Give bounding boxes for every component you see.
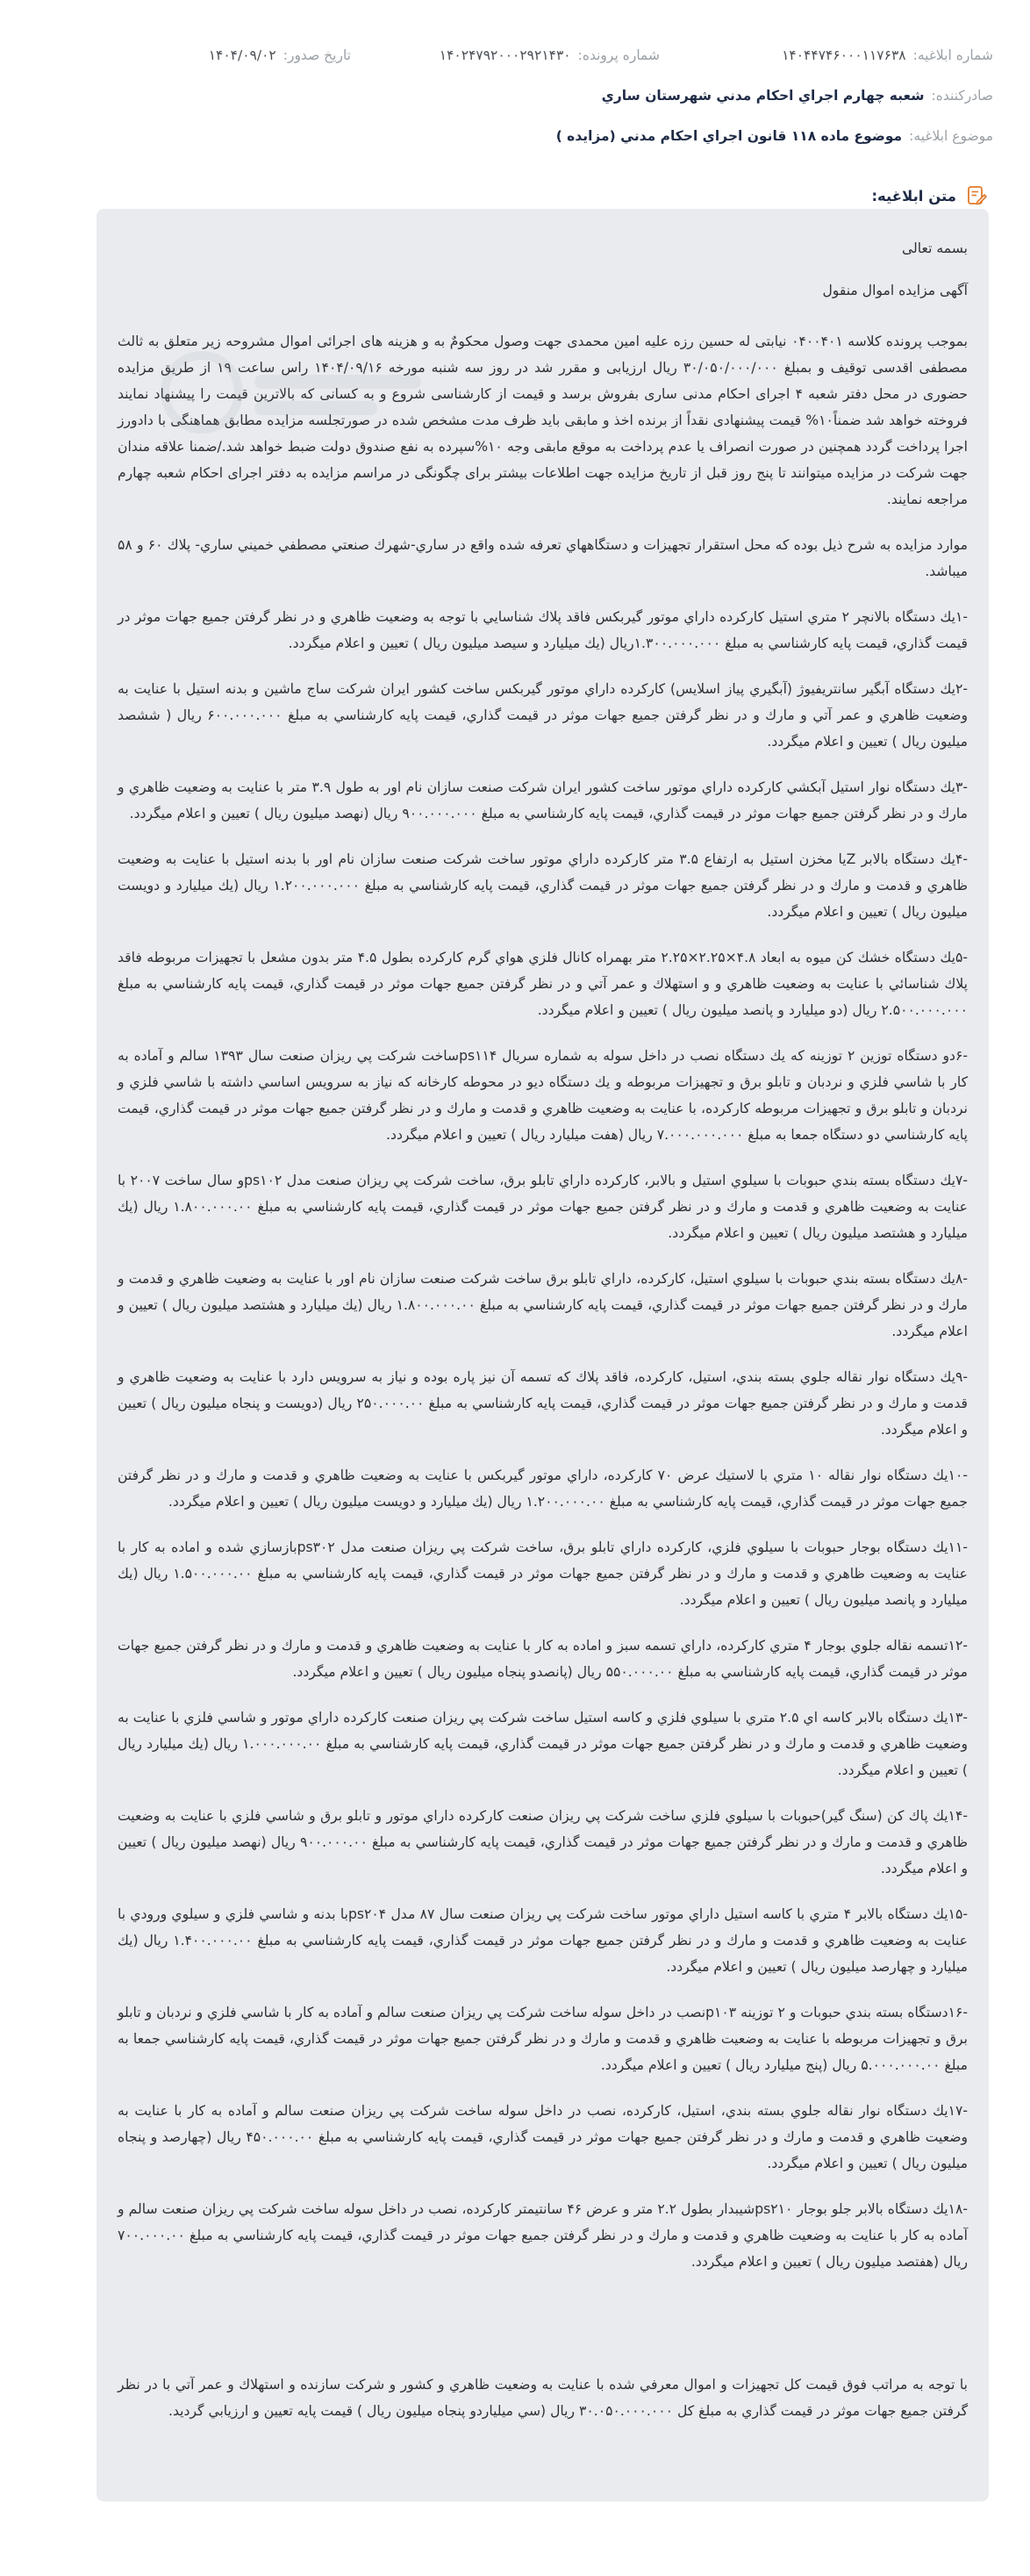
auction-item: -۱۳يك دستگاه بالابر كاسه اي ۲.۵ متري با سيلوي فلزي و كاسه استيل ساخت شركت پي ريزان صنعت كاركرده داراي موتور و شاسي فلزي با عنايت به وضعيت ظاهري و قدمت و مارك و در نظر گرفتن جميع جهات موثر در قيمت گذاري، قيمت پايه كارشناسي به مبلغ ۱.۰۰۰.۰۰۰.۰۰ ريال (يك ميليارد ريال ) تعيين و اعلام ميگردد. [118, 1710, 968, 1778]
notice-heading-text: متن ابلاغیه: [871, 187, 956, 205]
auction-item: -۱۵يك دستگاه بالابر ۴ متري با كاسه استيل داراي موتور ساخت شركت پي ريزان صنعت سال ۸۷ مدل ps۲۰۴با بدنه و شاسي فلزي و سيلوي ورودي با عنايت به وضعيت ظاهري و قدمت و مارك و در نظر گرفتن جميع جهات موثر در قيمت گذاري، قيمت پايه كارشناسي به مبلغ ۱.۴۰۰.۰۰۰.۰۰ ريال (يك ميليارد و چهارصد ميليون ريال ) تعيين و اعلام ميگردد. [118, 1906, 969, 1975]
notice-header [0, 0, 1030, 207]
auction-item: -۸يك دستگاه بسته بندي حبوبات با سيلوي استيل، كاركرده، داراي تابلو برق ساخت شركت صنعت سازان نام اور با عنايت به وضعيت ظاهري و قدمت و مارك و در نظر گرفتن جميع جهات موثر در قيمت گذاري، قيمت پايه كارشناسي به مبلغ ۱.۸۰۰.۰۰۰.۰۰ ريال (يك ميليارد و هشتصد ميليون ريال ) تعيين و اعلام ميگردد. [118, 1271, 968, 1339]
subject-row [37, 119, 993, 153]
document-edit-icon [965, 184, 988, 207]
notice-paragraphs [118, 328, 968, 2275]
auction-item: -۹يك دستگاه نوار نقاله جلوي بسته بندي، استيل، كاركرده، فاقد پلاك كه تسمه آن نيز پاره بوده و نياز به سرويس دارد با عنايت به وضعيت ظاهري و قدمت و مارك و در نظر گرفتن جميع جهات موثر در قيمت گذاري، قيمت پايه كارشناسي به مبلغ ۲۵۰.۰۰۰.۰۰ ريال (دويست و پنجاه ميليون ريال ) تعيين و اعلام ميگردد. [118, 1369, 969, 1438]
issuer-label: صادرکننده: [931, 88, 993, 104]
notice-paragraph: موارد مزايده به شرح ذيل بوده كه محل استقرار تجهيزات و دستگاههاي تعرفه شده واقع در ساري-شهرك صنعتي مصطفي خميني ساري- پلاك ۶۰ و ۵۸ ميباشد. [118, 537, 968, 579]
auction-item: -۱۴يك پاك كن (سنگ گير)حبوبات با سيلوي فلزي ساخت شركت پي ريزان صنعت كاركرده داراي موتور و تابلو برق و شاسي فلزي با عنايت به وضعيت ظاهري و قدمت و مارك و در نظر گرفتن جميع جهات موثر در قيمت گذاري، قيمت پايه كارشناسي به مبلغ ۹۰۰.۰۰۰.۰۰ ريال (نهصد ميليون ريال ) تعيين و اعلام ميگردد. [118, 1808, 968, 1876]
auction-item: -۱۲تسمه نقاله جلوي بوجار ۴ متري كاركرده، داراي تسمه سبز و اماده به كار با عنايت به وضعيت ظاهري و قدمت و مارك و در نظر گرفتن جميع جهات موثر در قيمت گذاري، قيمت پايه كارشناسي به مبلغ ۵۵۰.۰۰۰.۰۰ ريال (پانصدو پنجاه ميليون ريال ) تعيين و اعلام ميگردد. [118, 1638, 968, 1680]
subject [556, 128, 993, 144]
auction-item: -۶دو دستگاه توزين ۲ توزينه كه يك دستگاه نصب در داخل سوله به شماره سريال ps۱۱۴ساخت شركت پي ريزان صنعت سال ۱۳۹۳ سالم و آماده به كار با شاسي فلزي و نردبان و تابلو برق و تجهيزات مربوطه و يك دستگاه ديو در محوطه كارخانه كه نياز به سرويس اساسي داشته با شاسي فلزي و نردبان و تابلو برق و تجهيزات مربوطه كاركرده، با عنايت به وضعيت ظاهري و قدمت و مارك و در نظر گرفتن جميع جهات موثر در قيمت گذاري، قيمت پايه كارشناسي دو دستگاه جمعا به مبلغ ۷.۰۰۰.۰۰۰.۰۰۰ ريال (هفت ميليارد ريال ) تعيين و اعلام ميگردد. [118, 1048, 969, 1143]
issuer-row [37, 79, 993, 112]
notice-number-value: ۱۴۰۴۴۷۴۶۰۰۰۱۱۷۶۳۸ [782, 47, 906, 63]
notice-number-label: شماره ابلاغیه: [912, 47, 993, 63]
auction-item: -۵يك دستگاه خشك كن ميوه به ابعاد ۴.۸×۲.۲۵×۲.۲۵ متر بهمراه كانال فلزي هواي گرم كاركرده بطول ۴.۵ متر بدون مشعل با تجهيزات مربوطه فاقد پلاك شناسائي با عنايت به وضعيت ظاهري و و استهلاك و عمر آتي و در نظر گرفتن جميع جهات موثر در قيمت گذاري، قيمت پايه كارشناسي به مبلغ ۲.۵۰۰.۰۰۰.۰۰۰ ريال (دو ميليارد و پانصد ميليون ريال ) تعيين و اعلام ميگردد. [118, 950, 968, 1018]
closing-paragraph: با توجه به مراتب فوق قيمت كل تجهيزات و اموال معرفي شده با عنايت به وضعيت ظاهري و كشور و شركت سازنده و استهلاك و عمر آتي با در نظر گرفتن جميع جهات موثر در قيمت گذاري به مبلغ كل ۳۰.۰۵۰.۰۰۰.۰۰۰ ريال (سي ميلياردو پنجاه ميليون ريال ) قيمت پايه تعيين و ارزيابي گرديد. [118, 2377, 968, 2419]
notice-number [660, 47, 993, 63]
issue-date-value: ۱۴۰۴/۰۹/۰۲ [208, 47, 276, 63]
auction-item: -۱۰يك دستگاه نوار نقاله ۱۰ متري با لاستيك عرض ۷۰ كاركرده، داراي موتور گيربكس با عنايت به وضعيت ظاهري و قدمت و مارك و در نظر گرفتن جميع جهات موثر در قيمت گذاري، قيمت پايه كارشناسي به مبلغ ۱.۲۰۰.۰۰۰.۰۰ ريال (يك ميليارد و دويست ميليون ريال ) تعيين و اعلام ميگردد. [118, 1467, 968, 1510]
notice-body [97, 209, 989, 2501]
auction-item: -۱۶دستگاه بسته بندي حبوبات و ۲ توزينه p۱۰۳نصب در داخل سوله ساخت شركت پي ريزان صنعت سالم و آماده به كار با شاسي فلزي و نردبان و تابلو برق و تجهيزات مربوطه با عنايت به وضعيت ظاهري و قدمت و مارك و در نظر گرفتن جميع جهات موثر در قيمت گذاري، قيمت پايه كارشناسي جمعا به مبلغ ۵.۰۰۰.۰۰۰.۰۰ ريال (پنج ميليارد ريال ) تعيين و اعلام ميگردد. [118, 2005, 968, 2073]
issue-date-label: تاریخ صدور: [283, 47, 351, 63]
issuer-value: شعبه چهارم اجراي احكام مدني شهرستان ساري [601, 88, 925, 104]
notice-heading [37, 184, 993, 207]
auction-item: -۴يك دستگاه بالابر Zيا مخزن استيل به ارتفاع ۳.۵ متر كاركرده داراي موتور ساخت شركت صنعت سازان نام اور با بدنه استيل با عنايت به وضعيت ظاهري و قدمت و مارك و در نظر گرفتن جميع جهات موثر در قيمت گذاري، قيمت پايه كارشناسي به مبلغ ۱.۲۰۰.۰۰۰.۰۰۰ ريال (يك ميليارد و دويست ميليون ريال ) تعيين و اعلام ميگردد. [118, 851, 968, 920]
auction-item: -۲يك دستگاه آبگير سانتريفيوژ (آبگيري پياز اسلايس) كاركرده داراي موتور گيربكس ساخت كشور ايران شركت ساج ماشين و بدنه استيل با عنايت به وضعيت ظاهري و عمر آتي و مارك و در نظر گرفتن جميع جهات موثر در قيمت گذاري، قيمت پايه كارشناسي به مبلغ ۶۰۰.۰۰۰.۰۰۰ ريال ( ششصد ميليون ريال ) تعيين و اعلام ميگردد. [118, 681, 969, 750]
case-number [351, 47, 660, 63]
auction-item: -۱۱يك دستگاه بوجار حبوبات با سيلوي فلزي، كاركرده داراي تابلو برق، ساخت شركت پي ريزان صنعت مدل ps۳۰۲بازسازي شده و اماده به كار با عنايت به وضعيت ظاهري و قدمت و مارك و در نظر گرفتن جميع جهات موثر در قيمت گذاري، قيمت پايه كارشناسي به مبلغ ۱.۵۰۰.۰۰۰.۰۰ ريال (يك ميليارد و پانصد ميليون ريال ) تعيين و اعلام ميگردد. [118, 1539, 968, 1608]
subject-label: موضوع ابلاغیه: [909, 128, 993, 144]
auction-item: -۱۷يك دستگاه نوار نقاله جلوي بسته بندي، استيل، كاركرده، نصب در داخل سوله ساخت شركت پي ريزان صنعت سالم و آماده به كار با عنايت به وضعيت ظاهري و قدمت و مارك و در نظر گرفتن جميع جهات موثر در قيمت گذاري، قيمت پايه كارشناسي به مبلغ ۴۵۰.۰۰۰.۰۰ ريال (چهارصد و پنجاه ميليون ريال ) تعيين و اعلام ميگردد. [118, 2103, 968, 2171]
auction-item: -۷يك دستگاه بسته بندي حبوبات با سيلوي استيل و بالابر، كاركرده داراي تابلو برق، ساخت شركت پي ريزان صنعت مدل ps۱۰۲و سال ساخت ۲۰۰۷ با عنايت به وضعيت ظاهري و قدمت و مارك و در نظر گرفتن جميع جهات موثر در قيمت گذاري، قيمت پايه كارشناسي به مبلغ ۱.۸۰۰.۰۰۰.۰۰ ريال (يك ميليارد و هشتصد ميليون ريال ) تعيين و اعلام ميگردد. [118, 1173, 968, 1241]
auction-item: -۱يك دستگاه بالانچر ۲ متري استيل كاركرده داراي موتور گيربكس فاقد پلاك شناسايي با توجه به وضعيت ظاهري و در نظر گرفتن جميع جهات موثر در قيمت گذاري، قيمت پايه كارشناسي به مبلغ ۱.۳۰۰.۰۰۰.۰۰۰ريال (يك ميليارد و سيصد ميليون ريال ) تعيين و اعلام ميگردد. [118, 609, 968, 651]
header-meta-row [37, 39, 993, 72]
case-number-label: شماره پرونده: [577, 47, 660, 63]
notice-paragraph: بموجب پرونده كلاسه ۰۴۰۰۴۰۱ نیابتی له حسین رزه علیه امین محمدی جهت وصول محکومٌ به و هزینه های اجرائی اموال مشروحه زیر متعلق به ثالث مصطفی اقدسی توقیف و بمبلغ ۳۰/۰۵۰/۰۰۰/۰۰۰ ریال ارزیابی و مقرر شد در روز سه شنبه مورخه ۱۴۰۴/۰۹/۱۶ راس ساعت ۱۹ از طریق مزایده حضوری در محل دفتر شعبه ۴ اجرای احکام مدنی ساری بفروش برسد و قیمت از کارشناسی شروع و به کسانی که بالاترین قیمت را پیشنهاد نمایند فروخته خواهد شد ضمناً۱۰% قیمت پیشنهادی نقداً از برنده اخذ و مابقی باید ظرف مدت مشخص شده در صورتجلسه مزایده مطابق هماهنگی با دادورز اجرا پرداخت گردد همچنین در صورت انصراف یا عدم پرداخت به موقع مابقی وجه ۱۰%سپرده به نفع صندوق دولت ضبط خواهد شد./ضمنا علاقه مندان جهت شرکت در مزایده میتوانند تا پنج روز قبل از تاریخ مزایده جهت اطلاعات بیشتر برای چگونگی در مراسم مزایده به دفتر اجرای احکام شعبه چهارم مراجعه نمایند. [118, 334, 969, 507]
auction-item: -۱۸يك دستگاه بالابر جلو بوجار ps۲۱۰شيبدار بطول ۲.۲ متر و عرض ۴۶ سانتيمتر كاركرده، نصب در داخل سوله ساخت شركت پي ريزان صنعت سالم و آماده به كار با عنايت به وضعيت ظاهري و قدمت و مارك و در نظر گرفتن جميع جهات موثر در قيمت گذاري، قيمت پايه كارشناسي به مبلغ ۷۰۰.۰۰۰.۰۰ ريال (هفتصد ميليون ريال ) تعيين و اعلام ميگردد. [118, 2201, 968, 2270]
notice-title: آگهی مزایده اموال منقول [822, 283, 968, 298]
case-number-value: ۱۴۰۲۴۷۹۲۰۰۰۲۹۲۱۴۳۰ [439, 47, 571, 63]
issuer [602, 88, 993, 104]
subject-value: موضوع ماده ۱۱۸ قانون اجراي احكام مدني (مزايده ) [555, 128, 903, 144]
auction-item: -۳يك دستگاه نوار استيل آبكشي كاركرده داراي موتور ساخت كشور ايران شركت صنعت سازان نام اور به طول ۳.۹ متر با عنايت به وضعيت ظاهري و مارك و در نظر گرفتن جميع جهات موثر در قيمت گذاري، قيمت پايه كارشناسي به مبلغ ۹۰۰.۰۰۰.۰۰۰ ريال (نهصد ميليون ريال ) تعيين و اعلام ميگردد. [118, 779, 968, 822]
issue-date [88, 47, 351, 63]
bismillah: بسمه تعالی [902, 240, 968, 256]
